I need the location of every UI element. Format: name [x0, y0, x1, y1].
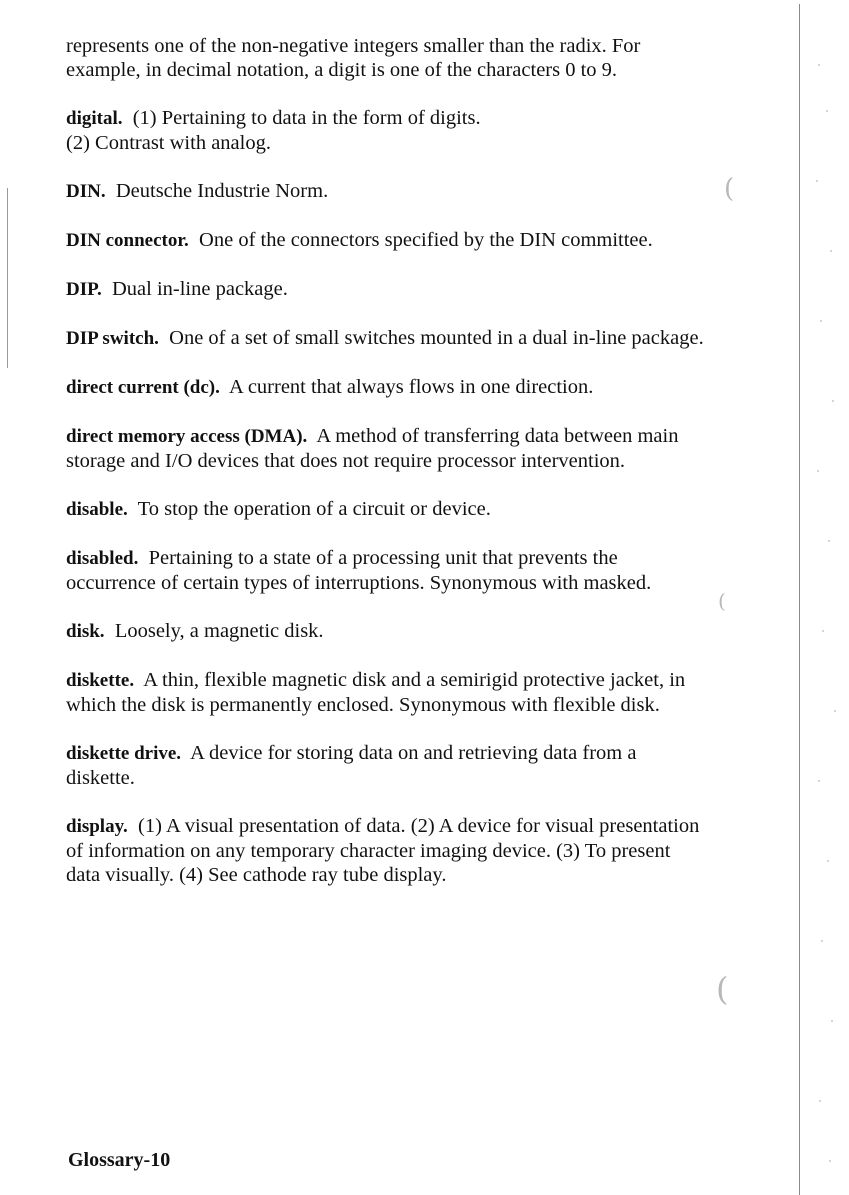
entry-term: DIN. [66, 181, 106, 202]
glossary-entry-din [66, 179, 706, 204]
entry-term: direct memory access (DMA). [66, 426, 308, 447]
glossary-entry-dip [66, 277, 706, 302]
entry-definition-line-2: (2) Contrast with analog. [66, 132, 271, 154]
entry-definition: Pertaining to a state of a processing unit that prevents the occurrence of certain types of interruptions. Synonymous with masked. [66, 547, 652, 594]
entry-term: display. [66, 816, 128, 837]
glossary-entry-continuation [66, 34, 706, 82]
glossary-entry-direct-memory-access [66, 424, 706, 473]
entry-definition: To stop the operation of a circuit or device. [137, 498, 491, 520]
entry-definition: One of the connectors specified by the DIN committee. [199, 229, 653, 251]
margin-paren-mark: ( [724, 174, 735, 204]
entry-term: direct current (dc). [66, 377, 220, 398]
page-footer-label: Glossary-10 [68, 1149, 171, 1171]
entry-definition: A thin, flexible magnetic disk and a semirigid protective jacket, in which the disk is permanently enclosed. Synonymous with flexible disk. [66, 669, 686, 716]
margin-paren-mark: ( [718, 589, 726, 613]
glossary-entry-digital [66, 106, 706, 155]
glossary-entry-disabled [66, 546, 706, 595]
entry-definition: Deutsche Industrie Norm. [115, 180, 329, 202]
glossary-entry-diskette-drive [66, 741, 706, 790]
entry-term: disable. [66, 499, 128, 520]
entry-definition: represents one of the non-negative integers smaller than the radix. For example, in decimal notation, a digit is one of the characters 0 to 9. [66, 35, 641, 81]
glossary-entry-diskette [66, 668, 706, 717]
glossary-entry-display [66, 814, 706, 887]
entry-definition: A current that always flows in one direction. [229, 376, 594, 398]
entry-definition: (1) Pertaining to data in the form of digits. [132, 107, 481, 129]
entry-term: DIP switch. [66, 328, 159, 349]
glossary-entry-disk [66, 619, 706, 644]
entry-definition: A device for storing data on and retrieving data from a diskette. [66, 742, 637, 789]
entry-definition: (1) A visual presentation of data. (2) A device for visual presentation of information on any temporary character imaging device. (3) To present data visually. (4) See cathode ray tube display. [66, 815, 700, 886]
right-margin-rule [799, 4, 800, 1195]
entry-term: DIN connector. [66, 230, 189, 251]
glossary-entry-dip-switch [66, 326, 706, 351]
entry-term: diskette drive. [66, 743, 182, 764]
glossary-entry-disable [66, 497, 706, 522]
entry-definition: One of a set of small switches mounted in a dual in-line package. [169, 327, 704, 349]
entry-term: disabled. [66, 548, 139, 569]
left-margin-rule [7, 188, 8, 368]
entry-term: DIP. [66, 279, 102, 300]
glossary-entry-direct-current [66, 375, 706, 400]
entry-definition: Loosely, a magnetic disk. [114, 620, 324, 642]
entry-definition: Dual in-line package. [111, 278, 288, 300]
glossary-body [66, 34, 706, 911]
entry-term: diskette. [66, 670, 135, 691]
margin-paren-mark: ( [716, 970, 729, 1008]
entry-term: disk. [66, 621, 105, 642]
glossary-entry-din-connector [66, 228, 706, 253]
margin-speckles [812, 20, 842, 1180]
entry-term: digital. [66, 108, 123, 129]
entry-definition: A method of transferring data between main storage and I/O devices that does not require processor intervention. [66, 425, 679, 472]
